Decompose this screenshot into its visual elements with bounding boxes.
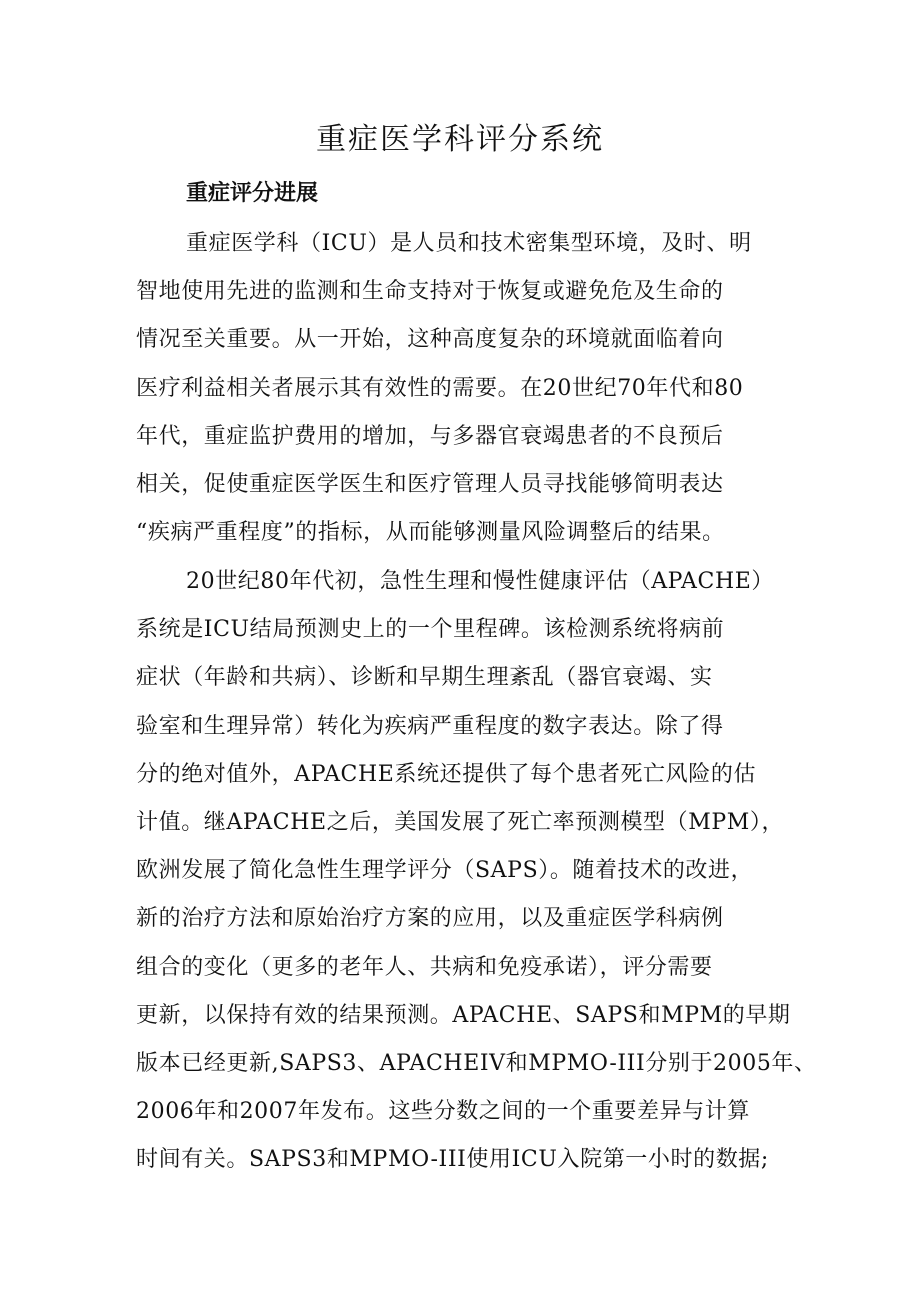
paragraph-line: 分的绝对值外，APACHE系统还提供了每个患者死亡风险的估 bbox=[136, 761, 757, 787]
paragraph-line: 版本已经更新,SAPS3、APACHEIV和MPMO-III分别于2005年、 bbox=[136, 1050, 817, 1076]
paragraph-line: 情况至关重要。从一开始，这种高度复杂的环境就面临着向 bbox=[136, 327, 724, 353]
paragraph-line: 时间有关。SAPS3和MPMO-III使用ICU入院第一小时的数据; bbox=[136, 1147, 769, 1173]
paragraph-line: 验室和生理异常）转化为疾病严重程度的数字表达。除了得 bbox=[136, 713, 724, 739]
section-heading: 重症评分进展 bbox=[186, 180, 319, 206]
paragraph-line: “疾病严重程度”的指标，从而能够测量风险调整后的结果。 bbox=[136, 520, 725, 546]
paragraph-line: 组合的变化（更多的老年人、共病和免疫承诺），评分需要 bbox=[136, 954, 713, 980]
paragraph-line: 欧洲发展了简化急性生理学评分（SAPS）。随着技术的改进， bbox=[136, 858, 754, 884]
paragraph-line: 症状（年龄和共病）、诊断和早期生理紊乱（器官衰竭、实 bbox=[136, 665, 713, 691]
paragraph-line: 系统是ICU结局预测史上的一个里程碑。该检测系统将病前 bbox=[136, 617, 725, 643]
paragraph-line: 年代，重症监护费用的增加，与多器官衰竭患者的不良预后 bbox=[136, 423, 724, 449]
paragraph-line: 重症医学科（ICU）是人员和技术密集型环境，及时、明 bbox=[186, 231, 752, 256]
paragraph-line: 20世纪80年代初，急性生理和慢性健康评估（APACHE） bbox=[186, 569, 775, 594]
document-title: 重症医学科评分系统 bbox=[316, 122, 604, 157]
paragraph-line: 新的治疗方法和原始治疗方案的应用，以及重症医学科病例 bbox=[136, 906, 724, 932]
paragraph-line: 智地使用先进的监测和生命支持对于恢复或避免危及生命的 bbox=[136, 279, 724, 305]
paragraph-line: 计值。继APACHE之后，美国发展了死亡率预测模型（MPM）， bbox=[136, 809, 785, 835]
paragraph-2 bbox=[136, 558, 817, 1184]
paragraph-1 bbox=[136, 220, 796, 557]
paragraph-line: 医疗利益相关者展示其有效性的需要。在20世纪70年代和80 bbox=[136, 375, 744, 401]
paragraph-line: 更新，以保持有效的结果预测。APACHE、SAPS和MPM的早期 bbox=[136, 1002, 791, 1028]
paragraph-line: 2006年和2007年发布。这些分数之间的一个重要差异与计算 bbox=[136, 1099, 750, 1125]
paragraph-line: 相关，促使重症医学医生和医疗管理人员寻找能够简明表达 bbox=[136, 471, 724, 497]
